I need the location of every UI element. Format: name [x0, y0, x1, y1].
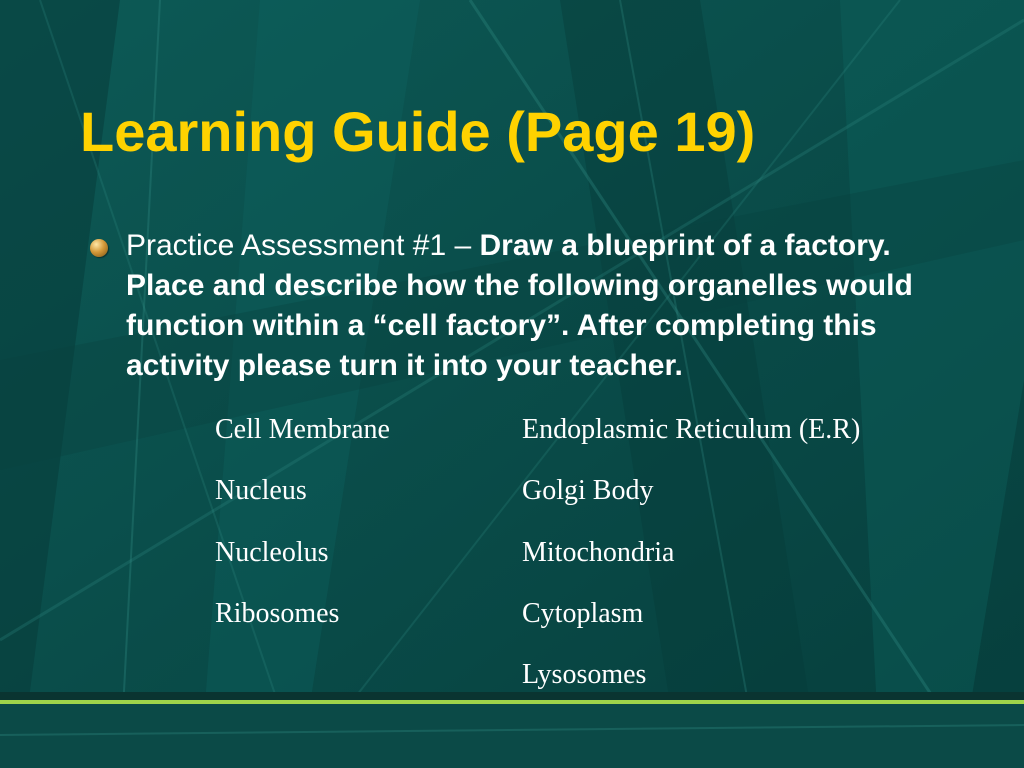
organelle-item: Ribosomes	[215, 597, 340, 629]
bullet-lead-text: Practice Assessment #1 –	[126, 229, 480, 262]
organelle-list-left	[215, 411, 390, 656]
organelle-item: Mitochondria	[522, 536, 675, 568]
slide-title: Learning Guide (Page 19)	[80, 100, 756, 163]
organelle-item: Golgi Body	[522, 475, 654, 507]
bullet-text	[126, 226, 946, 386]
organelle-item: Cytoplasm	[522, 597, 644, 629]
organelle-item: Cell Membrane	[215, 414, 390, 445]
organelle-item: Lysosomes	[522, 659, 647, 691]
organelle-item: Nucleus	[215, 475, 307, 507]
bullet-emphasis-text: Draw a blueprint of a factory. Place and describe how the following organelles would function within a “cell factory”. After completing this activity please turn it into your teacher.	[126, 229, 913, 382]
bullet-sphere-icon	[90, 239, 108, 257]
organelle-list-right	[522, 411, 860, 717]
organelle-item: Nucleolus	[215, 536, 329, 568]
organelle-item: Endoplasmic Reticulum (E.R)	[522, 414, 861, 445]
